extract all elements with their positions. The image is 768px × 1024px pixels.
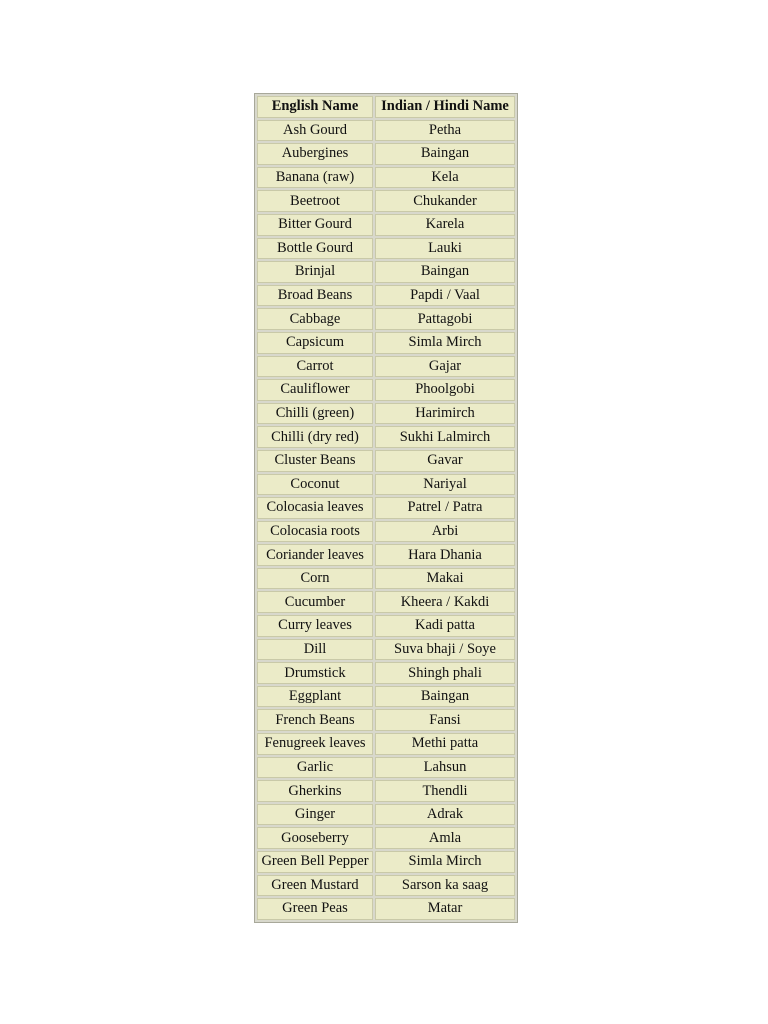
table-body	[257, 120, 515, 920]
hindi-name-cell: Kheera / Kakdi	[375, 591, 515, 613]
english-name-cell: Fenugreek leaves	[257, 733, 373, 755]
hindi-name-cell: Karela	[375, 214, 515, 236]
table-row	[257, 568, 515, 590]
table-row	[257, 497, 515, 519]
english-name-cell: Ash Gourd	[257, 120, 373, 142]
hindi-name-cell: Suva bhaji / Soye	[375, 639, 515, 661]
hindi-name-cell: Gavar	[375, 450, 515, 472]
table-row	[257, 686, 515, 708]
english-name-cell: Capsicum	[257, 332, 373, 354]
table-row	[257, 639, 515, 661]
table-row	[257, 214, 515, 236]
table-row	[257, 709, 515, 731]
english-name-cell: Eggplant	[257, 686, 373, 708]
table-row	[257, 591, 515, 613]
table-row	[257, 827, 515, 849]
hindi-name-cell: Chukander	[375, 190, 515, 212]
english-name-cell: French Beans	[257, 709, 373, 731]
hindi-name-cell: Kadi patta	[375, 615, 515, 637]
table-row	[257, 167, 515, 189]
hindi-name-cell: Nariyal	[375, 474, 515, 496]
table-row	[257, 875, 515, 897]
english-name-cell: Colocasia leaves	[257, 497, 373, 519]
hindi-name-cell: Simla Mirch	[375, 332, 515, 354]
hindi-name-cell: Matar	[375, 898, 515, 920]
table-row	[257, 450, 515, 472]
hindi-name-cell: Baingan	[375, 261, 515, 283]
english-name-cell: Colocasia roots	[257, 521, 373, 543]
hindi-name-cell: Baingan	[375, 686, 515, 708]
english-name-cell: Banana (raw)	[257, 167, 373, 189]
table-row	[257, 780, 515, 802]
table-row	[257, 190, 515, 212]
header-row	[257, 96, 515, 118]
hindi-name-cell: Sukhi Lalmirch	[375, 426, 515, 448]
english-name-cell: Garlic	[257, 757, 373, 779]
hindi-name-cell: Hara Dhania	[375, 544, 515, 566]
hindi-name-cell: Arbi	[375, 521, 515, 543]
table-row	[257, 733, 515, 755]
english-name-cell: Cabbage	[257, 308, 373, 330]
hindi-name-cell: Simla Mirch	[375, 851, 515, 873]
english-name-cell: Bottle Gourd	[257, 238, 373, 260]
table-row	[257, 615, 515, 637]
hindi-name-cell: Patrel / Patra	[375, 497, 515, 519]
english-name-cell: Green Mustard	[257, 875, 373, 897]
table-row	[257, 308, 515, 330]
english-name-cell: Cauliflower	[257, 379, 373, 401]
hindi-name-cell: Shingh phali	[375, 662, 515, 684]
hindi-name-cell: Amla	[375, 827, 515, 849]
table-row	[257, 261, 515, 283]
english-name-cell: Aubergines	[257, 143, 373, 165]
table-header	[257, 96, 515, 118]
vegetable-name-table	[254, 93, 518, 923]
table-row	[257, 356, 515, 378]
hindi-name-cell: Thendli	[375, 780, 515, 802]
hindi-name-cell: Papdi / Vaal	[375, 285, 515, 307]
english-name-cell: Carrot	[257, 356, 373, 378]
english-name-cell: Coriander leaves	[257, 544, 373, 566]
hindi-name-cell: Methi patta	[375, 733, 515, 755]
english-name-cell: Brinjal	[257, 261, 373, 283]
table-row	[257, 474, 515, 496]
english-name-cell: Corn	[257, 568, 373, 590]
table-row	[257, 426, 515, 448]
english-name-cell: Cucumber	[257, 591, 373, 613]
hindi-name-cell: Phoolgobi	[375, 379, 515, 401]
english-name-cell: Ginger	[257, 804, 373, 826]
english-name-cell: Cluster Beans	[257, 450, 373, 472]
english-name-cell: Chilli (green)	[257, 403, 373, 425]
table-row	[257, 379, 515, 401]
english-name-cell: Coconut	[257, 474, 373, 496]
hindi-name-cell: Kela	[375, 167, 515, 189]
hindi-name-cell: Pattagobi	[375, 308, 515, 330]
header-hindi-name: Indian / Hindi Name	[375, 96, 515, 118]
english-name-cell: Gooseberry	[257, 827, 373, 849]
english-name-cell: Beetroot	[257, 190, 373, 212]
table-row	[257, 662, 515, 684]
hindi-name-cell: Gajar	[375, 356, 515, 378]
hindi-name-cell: Makai	[375, 568, 515, 590]
english-name-cell: Bitter Gourd	[257, 214, 373, 236]
hindi-name-cell: Fansi	[375, 709, 515, 731]
table-row	[257, 898, 515, 920]
table-row	[257, 544, 515, 566]
english-name-cell: Gherkins	[257, 780, 373, 802]
table-row	[257, 757, 515, 779]
english-name-cell: Dill	[257, 639, 373, 661]
english-name-cell: Curry leaves	[257, 615, 373, 637]
table-row	[257, 521, 515, 543]
english-name-cell: Chilli (dry red)	[257, 426, 373, 448]
table-row	[257, 120, 515, 142]
table-row	[257, 143, 515, 165]
table-row	[257, 403, 515, 425]
hindi-name-cell: Harimirch	[375, 403, 515, 425]
table-row	[257, 851, 515, 873]
english-name-cell: Drumstick	[257, 662, 373, 684]
table-row	[257, 238, 515, 260]
english-name-cell: Green Bell Pepper	[257, 851, 373, 873]
hindi-name-cell: Sarson ka saag	[375, 875, 515, 897]
header-english-name: English Name	[257, 96, 373, 118]
table-row	[257, 285, 515, 307]
table-row	[257, 804, 515, 826]
hindi-name-cell: Adrak	[375, 804, 515, 826]
hindi-name-cell: Baingan	[375, 143, 515, 165]
english-name-cell: Green Peas	[257, 898, 373, 920]
table-row	[257, 332, 515, 354]
english-name-cell: Broad Beans	[257, 285, 373, 307]
hindi-name-cell: Lauki	[375, 238, 515, 260]
hindi-name-cell: Lahsun	[375, 757, 515, 779]
hindi-name-cell: Petha	[375, 120, 515, 142]
